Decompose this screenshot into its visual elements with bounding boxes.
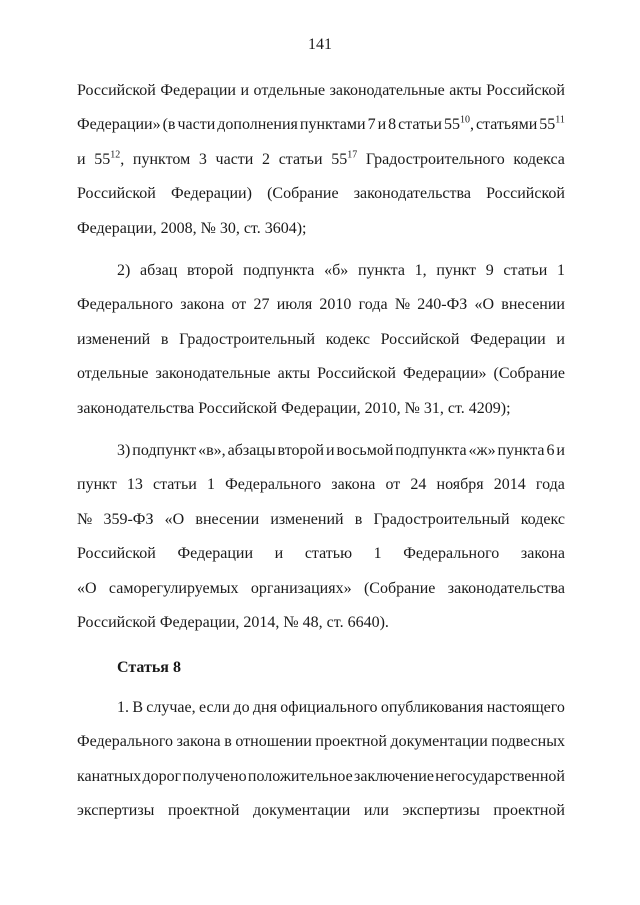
word: 8 [388, 116, 397, 134]
word: 13 [126, 476, 143, 494]
word: «ж» [468, 442, 496, 460]
word: саморегулируемых [108, 579, 239, 597]
word: № [394, 296, 411, 314]
word: экспертизы [402, 802, 480, 820]
word: части [177, 116, 216, 134]
word: пункт [436, 262, 477, 280]
word: В [132, 698, 143, 716]
word: «в», [198, 442, 226, 460]
text-line [77, 392, 565, 426]
text-line [77, 537, 565, 571]
word: Федерального [77, 733, 174, 751]
word: года [358, 296, 388, 314]
word: закона [180, 296, 225, 314]
word: заключение [354, 767, 434, 785]
word: изменений [270, 510, 344, 528]
word: дорог [142, 767, 182, 785]
word: закона [331, 476, 376, 494]
word: и [240, 82, 250, 99]
word: № [77, 510, 93, 528]
word: экспертизы [77, 802, 155, 820]
text-line [77, 794, 565, 828]
word: и [556, 442, 565, 460]
word: года [535, 476, 565, 494]
word: 1 [373, 545, 382, 563]
word: статьи [398, 116, 442, 134]
word: второй [277, 442, 325, 460]
word: опубликования [380, 698, 484, 716]
word: абзац [140, 262, 178, 280]
word: проектной [315, 733, 387, 751]
word: в [224, 733, 232, 751]
text-line [77, 143, 565, 177]
text-line [77, 357, 565, 391]
text-fragment: законодательства Российской Федерации, 2010, № 31, ст. 4209); [77, 399, 511, 417]
word: Федерации» [77, 116, 161, 134]
word: негосударственной [435, 767, 565, 785]
word: 7 [367, 116, 376, 134]
word: «О [474, 296, 495, 314]
word: Федерации» [402, 365, 487, 383]
word: и [377, 116, 387, 134]
word: до [233, 698, 250, 716]
text-line [77, 691, 565, 725]
word: $55^{12}$, [94, 149, 125, 168]
word: (Собрание [267, 185, 339, 203]
text-line [77, 323, 565, 357]
word: 6 [546, 442, 555, 460]
word: части [215, 150, 254, 168]
word: Федерального [77, 296, 174, 314]
text-fragment: Российской Федерации, 2014, № 48, ст. 6640). [77, 614, 389, 632]
word: подпункт [132, 442, 197, 460]
text-line [77, 503, 565, 537]
word: законодательные [155, 365, 271, 383]
word: настоящего [486, 698, 565, 716]
page-number: 141 [308, 36, 332, 53]
text-line [77, 177, 565, 211]
word: 2010 [319, 296, 352, 314]
word: канатных [77, 767, 142, 785]
text-line [77, 725, 565, 759]
word: подпункта [243, 262, 315, 280]
word: 359-ФЗ [103, 510, 154, 528]
word: 2014 [493, 476, 526, 494]
text-line [77, 288, 565, 322]
word: статьями [475, 116, 538, 134]
word: кодекс [520, 510, 565, 528]
word: проектной [167, 802, 240, 820]
word: и [274, 545, 284, 563]
word: 1. [117, 698, 129, 716]
word: Российской [317, 365, 396, 383]
word: Градостроительного [365, 150, 505, 168]
word: законодательства [353, 185, 471, 203]
word: Российской [486, 185, 565, 203]
word: пунктом [132, 150, 191, 168]
word: статьи [503, 262, 548, 280]
word: закона [520, 545, 565, 563]
article-heading: Статья 8 [117, 658, 181, 676]
text-line [77, 434, 565, 468]
word: «О [77, 579, 97, 597]
word: официального [280, 698, 378, 716]
word: Российской [380, 330, 460, 348]
text-line [77, 606, 565, 640]
word: восьмой [336, 442, 394, 460]
text-line [77, 212, 565, 246]
word: $55^{11}$ [539, 115, 565, 134]
word: пункт [77, 476, 117, 494]
word: статьи [278, 150, 323, 168]
word: Федерального [225, 476, 322, 494]
word: и [77, 150, 86, 168]
word: Российской [77, 545, 156, 563]
word: «б» [324, 262, 349, 280]
word: если [198, 698, 231, 716]
word: 2 [262, 150, 271, 168]
document-body [77, 74, 565, 829]
word: документации [390, 733, 488, 751]
word: пункта [497, 442, 545, 460]
word: получено [182, 767, 247, 785]
word: и [556, 330, 565, 348]
word: июля [276, 296, 313, 314]
word: Градостроительный [373, 510, 510, 528]
word: Градостроительный [179, 330, 316, 348]
word: и [325, 442, 335, 460]
word: Федерации) [171, 185, 252, 203]
text-fragment: Федерации, 2008, № 30, ст. 3604); [77, 219, 307, 237]
word: подпункта [395, 442, 467, 460]
word: Федерации [160, 82, 236, 99]
word: Российской [77, 185, 156, 203]
text-line [77, 572, 565, 606]
word: акты [449, 82, 482, 99]
word: $55^{10}$, [443, 115, 474, 134]
word: законодательства [447, 579, 565, 597]
word: 3) [117, 442, 131, 460]
word: 2) [117, 262, 131, 280]
word: отдельные [253, 82, 326, 99]
word: (Собрание [493, 365, 565, 383]
word: Российской [77, 82, 156, 99]
word: внесении [195, 510, 260, 528]
text-line [77, 108, 565, 142]
word: в [354, 510, 363, 528]
word: изменений [77, 330, 151, 348]
word: Российской [486, 82, 565, 99]
word: пунктами [299, 116, 366, 134]
word: (Собрание [363, 579, 436, 597]
word: «О [164, 510, 185, 528]
word: $55^{17}$ [331, 149, 358, 168]
word: от [231, 296, 247, 314]
word: внесении [501, 296, 565, 314]
word: акты [277, 365, 311, 383]
word: дополнения [217, 116, 298, 134]
word: в [160, 330, 169, 348]
word: Федерального [403, 545, 500, 563]
word: 240-ФЗ [417, 296, 468, 314]
word: проектной [493, 802, 565, 820]
word: отдельные [77, 365, 149, 383]
word: Федерации [470, 330, 546, 348]
word: или [363, 802, 389, 820]
word: 1, [414, 262, 427, 280]
word: второй [186, 262, 234, 280]
word: дня [252, 698, 277, 716]
word: 27 [253, 296, 270, 314]
text-line [77, 468, 565, 502]
word: абзацы [227, 442, 276, 460]
word: 1 [556, 262, 565, 280]
word: от [385, 476, 401, 494]
word: организациях» [250, 579, 352, 597]
word: статью [304, 545, 353, 563]
word: пункта [357, 262, 405, 280]
text-line [77, 254, 565, 288]
word: документации [253, 802, 351, 820]
word: 1 [206, 476, 215, 494]
text-line [77, 74, 565, 108]
word: отношении [235, 733, 312, 751]
word: 3 [198, 150, 207, 168]
word: Федерации [177, 545, 254, 563]
word: кодекса [513, 150, 565, 168]
text-line [77, 760, 565, 794]
word: случае, [146, 698, 196, 716]
word: закона [176, 733, 221, 751]
word: статьи [152, 476, 197, 494]
word: ноября [436, 476, 484, 494]
word: 24 [410, 476, 427, 494]
word: положительное [247, 767, 353, 785]
word: (в [162, 116, 176, 134]
word: подвесных [491, 733, 565, 751]
word: 9 [485, 262, 494, 280]
word: кодекс [325, 330, 370, 348]
word: законодательные [329, 82, 445, 99]
